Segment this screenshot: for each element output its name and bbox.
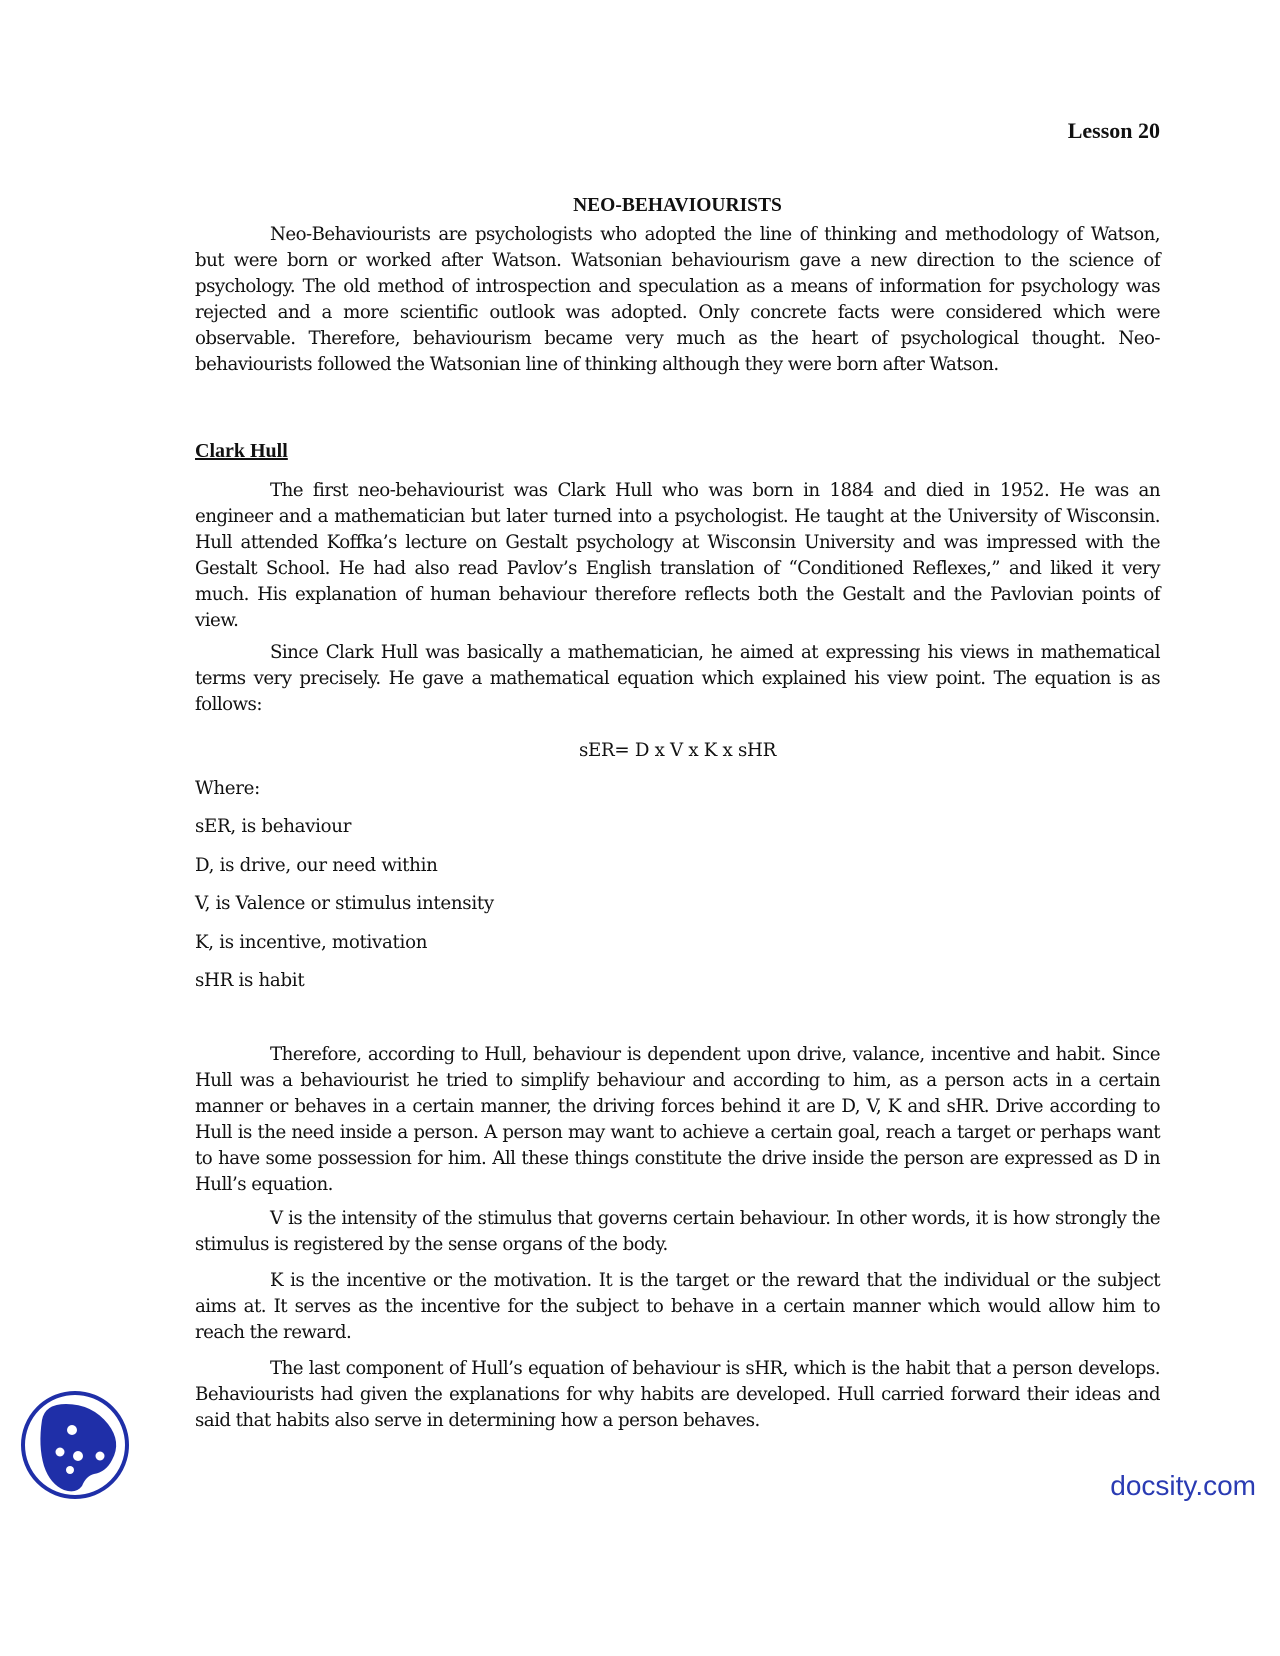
lesson-number: Lesson 20 (1067, 118, 1160, 143)
definition-item: K, is incentive, motivation (195, 931, 428, 953)
hull-paragraph-1: The first neo-behaviourist was Clark Hull who was born in 1884 and died in 1952. He was an engineer and a mathematician but later turned into a psychologist. He taught at the University of Wisconsin. Hull attended Koffka’s lecture on Gestalt psychology at Wisconsin University and was impressed with the Gestalt School. He had also read Pavlov’s English translation of “Conditioned Reflexes,” and liked it very much. His explanation of human behaviour therefore reflects both the Gestalt and the Pavlovian points of view. (195, 480, 1160, 631)
hull-paragraph-4: V is the intensity of the stimulus that governs certain behaviour. In other words, it is how strongly the stimulus is registered by the sense organs of the body. (195, 1208, 1160, 1255)
definition-item: sER, is behaviour (195, 816, 352, 837)
docsity-logo-icon (20, 1390, 130, 1500)
hull-equation: sER= D x V x K x sHR (579, 740, 776, 761)
document-title: NEO-BEHAVIOURISTS (573, 195, 782, 216)
definition-item: V, is Valence or stimulus intensity (195, 893, 494, 914)
hull-paragraph-6: The last component of Hull’s equation of behaviour is sHR, which is the habit that a person develops. Behaviourists had given the explanations for why habits are developed. Hull carried forward their ideas and said that habits also serve in determining how a person behaves. (195, 1358, 1160, 1431)
definition-item: D, is drive, our need within (195, 854, 438, 876)
hull-paragraph-3: Therefore, according to Hull, behaviour is dependent upon drive, valance, incentive and habit. Since Hull was a behaviourist he tried to simplify behaviour and according to him, as a person acts in a certain manner or behaves in a certain manner, the driving forces behind it are D, V, K and sHR. Drive according to Hull is the need inside a person. A person may want to achieve a certain goal, reach a target or perhaps want to have some possession for him. All these things constitute the drive inside the person are expressed as D in Hull’s equation. (195, 1044, 1160, 1195)
definition-list (195, 814, 494, 1007)
hull-paragraph-5: K is the incentive or the motivation. It is the target or the reward that the individual or the subject aims at. It serves as the incentive for the subject to behave in a certain manner which would allow him to reach the reward. (195, 1270, 1160, 1343)
docsity-brand-link[interactable]: docsity.com (1110, 1470, 1256, 1501)
section-heading-clark-hull: Clark Hull (195, 440, 288, 462)
hull-paragraph-2: Since Clark Hull was basically a mathematician, he aimed at expressing his views in mathematical terms very precisely. He gave a mathematical equation which explained his view point. The equation is as follows: (195, 642, 1160, 715)
intro-paragraph: Neo-Behaviourists are psychologists who adopted the line of thinking and methodology of Watson, but were born or worked after Watson. Watsonian behaviourism gave a new direction to the science of psychology. The old method of introspection and speculation as a means of information for psychology was rejected and a more scientific outlook was adopted. Only concrete facts were considered which were observable. Therefore, behaviourism became very much as the heart of psychological thought. Neo-behaviourists followed the Watsonian line of thinking although they were born after Watson. (195, 224, 1160, 375)
where-label: Where: (195, 778, 260, 799)
definition-item: sHR is habit (195, 970, 305, 991)
